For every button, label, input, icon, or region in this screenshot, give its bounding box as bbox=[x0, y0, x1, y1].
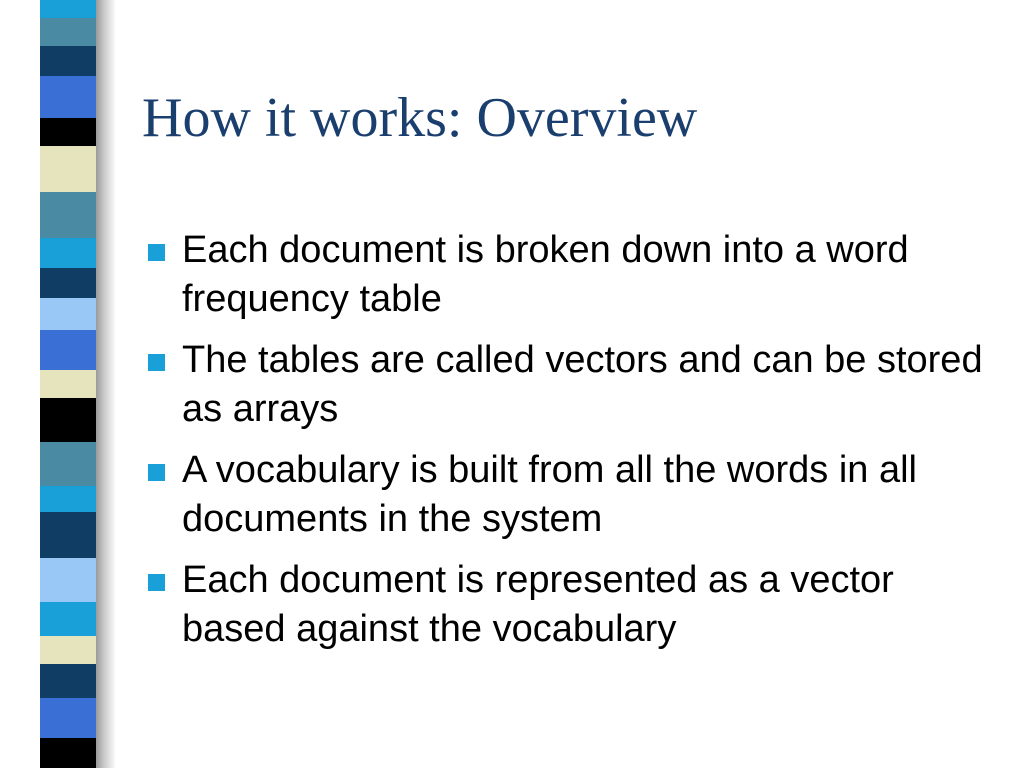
stripe-block bbox=[40, 76, 96, 118]
bullet-list bbox=[146, 226, 986, 666]
stripe-block bbox=[40, 512, 96, 558]
stripe-block bbox=[40, 664, 96, 698]
stripe-block bbox=[40, 698, 96, 738]
bullet-item bbox=[146, 226, 986, 324]
stripe-block bbox=[40, 238, 96, 268]
bullet-item bbox=[146, 446, 986, 544]
bullet-text: Each document is broken down into a word frequency table bbox=[182, 229, 909, 320]
square-bullet-icon bbox=[148, 354, 165, 371]
bullet-text: The tables are called vectors and can be stored as arrays bbox=[182, 339, 983, 430]
stripe-shadow bbox=[96, 0, 116, 768]
square-bullet-icon bbox=[148, 244, 165, 261]
stripe-block bbox=[40, 558, 96, 602]
stripe-block bbox=[40, 192, 96, 238]
stripe-block bbox=[40, 370, 96, 398]
stripe-block bbox=[40, 268, 96, 298]
square-bullet-icon bbox=[148, 464, 165, 481]
stripe-block bbox=[40, 330, 96, 370]
stripe-block bbox=[40, 46, 96, 76]
bullet-text: A vocabulary is built from all the words in all documents in the system bbox=[182, 449, 917, 540]
square-bullet-icon bbox=[148, 574, 165, 591]
bullet-item bbox=[146, 336, 986, 434]
stripe-block bbox=[40, 298, 96, 330]
stripe-block bbox=[40, 118, 96, 146]
stripe-block bbox=[40, 602, 96, 636]
stripe-block bbox=[40, 0, 96, 18]
stripe-block bbox=[40, 398, 96, 442]
stripe-block bbox=[40, 18, 96, 46]
stripe-block bbox=[40, 738, 96, 768]
stripe-block bbox=[40, 486, 96, 512]
stripe-block bbox=[40, 146, 96, 192]
bullet-item bbox=[146, 556, 986, 654]
decorative-stripe bbox=[40, 0, 96, 768]
bullet-text: Each document is represented as a vector based against the vocabulary bbox=[182, 559, 894, 650]
stripe-block bbox=[40, 636, 96, 664]
stripe-block bbox=[40, 442, 96, 486]
slide-title: How it works: Overview bbox=[142, 87, 698, 149]
